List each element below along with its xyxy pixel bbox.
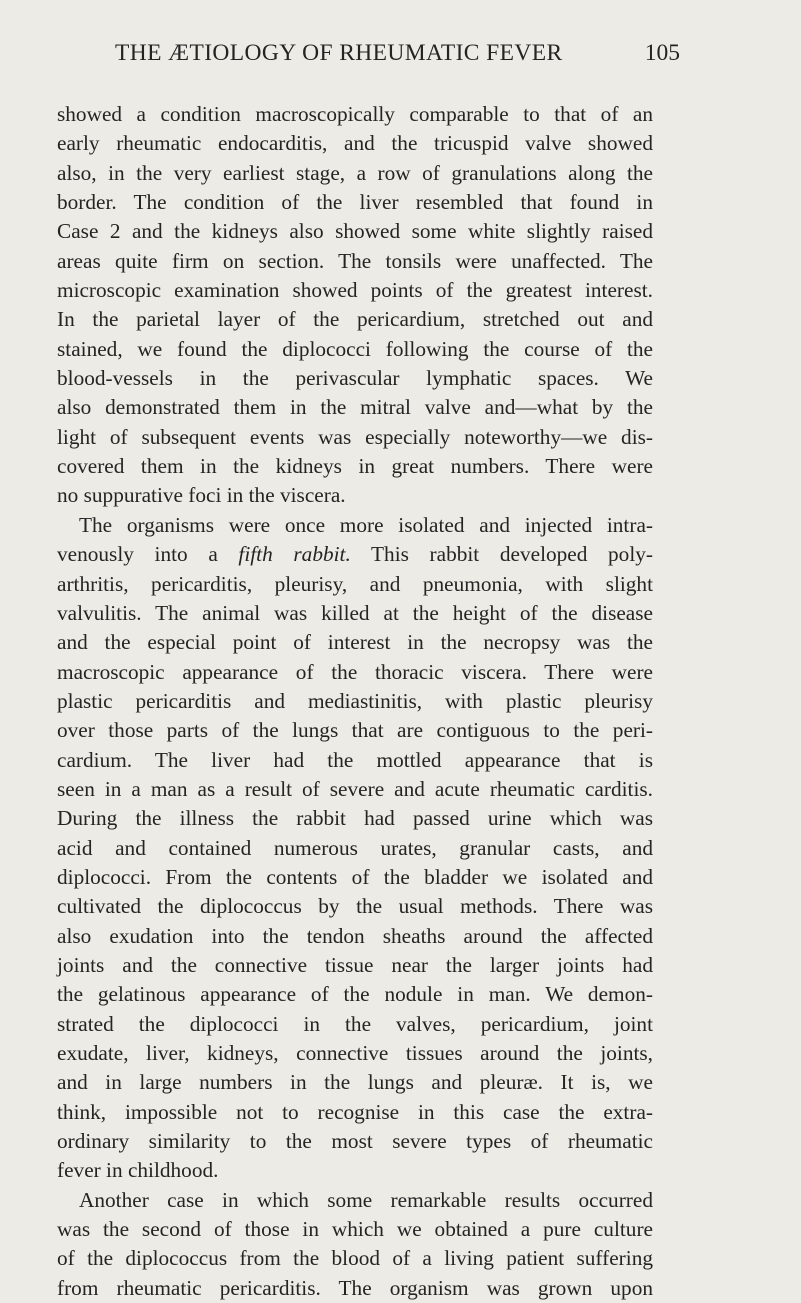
text-line: the gelatinous appearance of the nodule in man. We demon- xyxy=(57,982,653,1007)
running-head xyxy=(115,40,680,74)
page-number: 105 xyxy=(644,40,680,66)
text-line: no suppurative foci in the viscera. xyxy=(57,483,346,508)
text-line: fever in childhood. xyxy=(57,1158,219,1183)
text-line: Another case in which some remarkable results occurred xyxy=(79,1187,653,1212)
running-title: THE ÆTIOLOGY OF RHEUMATIC FEVER xyxy=(115,40,563,66)
text-line: also, in the very earliest stage, a row of granulations along the xyxy=(57,160,653,185)
text-line: venously into a fifth rabbit. This rabbit developed poly- xyxy=(57,542,653,567)
text-line: strated the diplococci in the valves, pericardium, joint xyxy=(57,1011,653,1036)
text-line: showed a condition macroscopically comparable to that of an xyxy=(57,102,653,126)
text-line: ordinary similarity to the most severe types of rheumatic xyxy=(57,1129,653,1154)
text-line: also demonstrated them in the mitral valve and—what by the xyxy=(57,395,653,420)
text-line: covered them in the kidneys in great numbers. There were xyxy=(57,454,653,479)
text-line: microscopic examination showed points of the greatest interest. xyxy=(57,278,653,303)
text-line: early rheumatic endocarditis, and the tricuspid valve showed xyxy=(57,131,653,156)
text-line: macroscopic appearance of the thoracic viscera. There were xyxy=(57,659,653,684)
text-line: border. The condition of the liver resembled that found in xyxy=(57,190,653,215)
text-line: joints and the connective tissue near the larger joints had xyxy=(57,952,653,977)
text-line: areas quite firm on section. The tonsils were unaffected. The xyxy=(57,248,653,273)
text-line: cardium. The liver had the mottled appearance that is xyxy=(57,747,653,772)
text-line: also exudation into the tendon sheaths around the affected xyxy=(57,923,653,948)
text-line: stained, we found the diplococci following the course of the xyxy=(57,336,653,361)
text-line: was the second of those in which we obtained a pure culture xyxy=(57,1217,653,1242)
text-line: Case 2 and the kidneys also showed some white slightly raised xyxy=(57,219,653,244)
text-line: think, impossible not to recognise in this case the extra- xyxy=(57,1099,653,1124)
text-line: from rheumatic pericarditis. The organism was grown upon xyxy=(57,1275,653,1300)
text-line: In the parietal layer of the pericardium, stretched out and xyxy=(57,307,653,332)
text-line: seen in a man as a result of severe and acute rheumatic carditis. xyxy=(57,776,653,801)
text-line: acid and contained numerous urates, granular casts, and xyxy=(57,835,653,860)
text-line: valvulitis. The animal was killed at the height of the disease xyxy=(57,600,653,625)
text-line: of the diplococcus from the blood of a living patient suffering xyxy=(57,1246,653,1271)
text-line: blood-vessels in the perivascular lymphatic spaces. We xyxy=(57,366,653,391)
text-line: diplococci. From the contents of the bladder we isolated and xyxy=(57,864,653,889)
text-line: During the illness the rabbit had passed urine which was xyxy=(57,806,653,831)
text-line: over those parts of the lungs that are contiguous to the peri- xyxy=(57,718,653,743)
body-text xyxy=(57,100,653,1303)
text-line: arthritis, pericarditis, pleurisy, and pneumonia, with slight xyxy=(57,571,653,596)
text-line: exudate, liver, kidneys, connective tissues around the joints, xyxy=(57,1041,653,1065)
text-line: light of subsequent events was especially noteworthy—we dis- xyxy=(57,424,653,449)
text-line: The organisms were once more isolated and injected intra- xyxy=(79,512,653,537)
text-line: and the especial point of interest in the necropsy was the xyxy=(57,630,653,655)
text-line: plastic pericarditis and mediastinitis, with plastic pleurisy xyxy=(57,688,653,713)
text-line: and in large numbers in the lungs and pleuræ. It is, we xyxy=(57,1070,653,1095)
text-line: cultivated the diplococcus by the usual methods. There was xyxy=(57,894,653,919)
